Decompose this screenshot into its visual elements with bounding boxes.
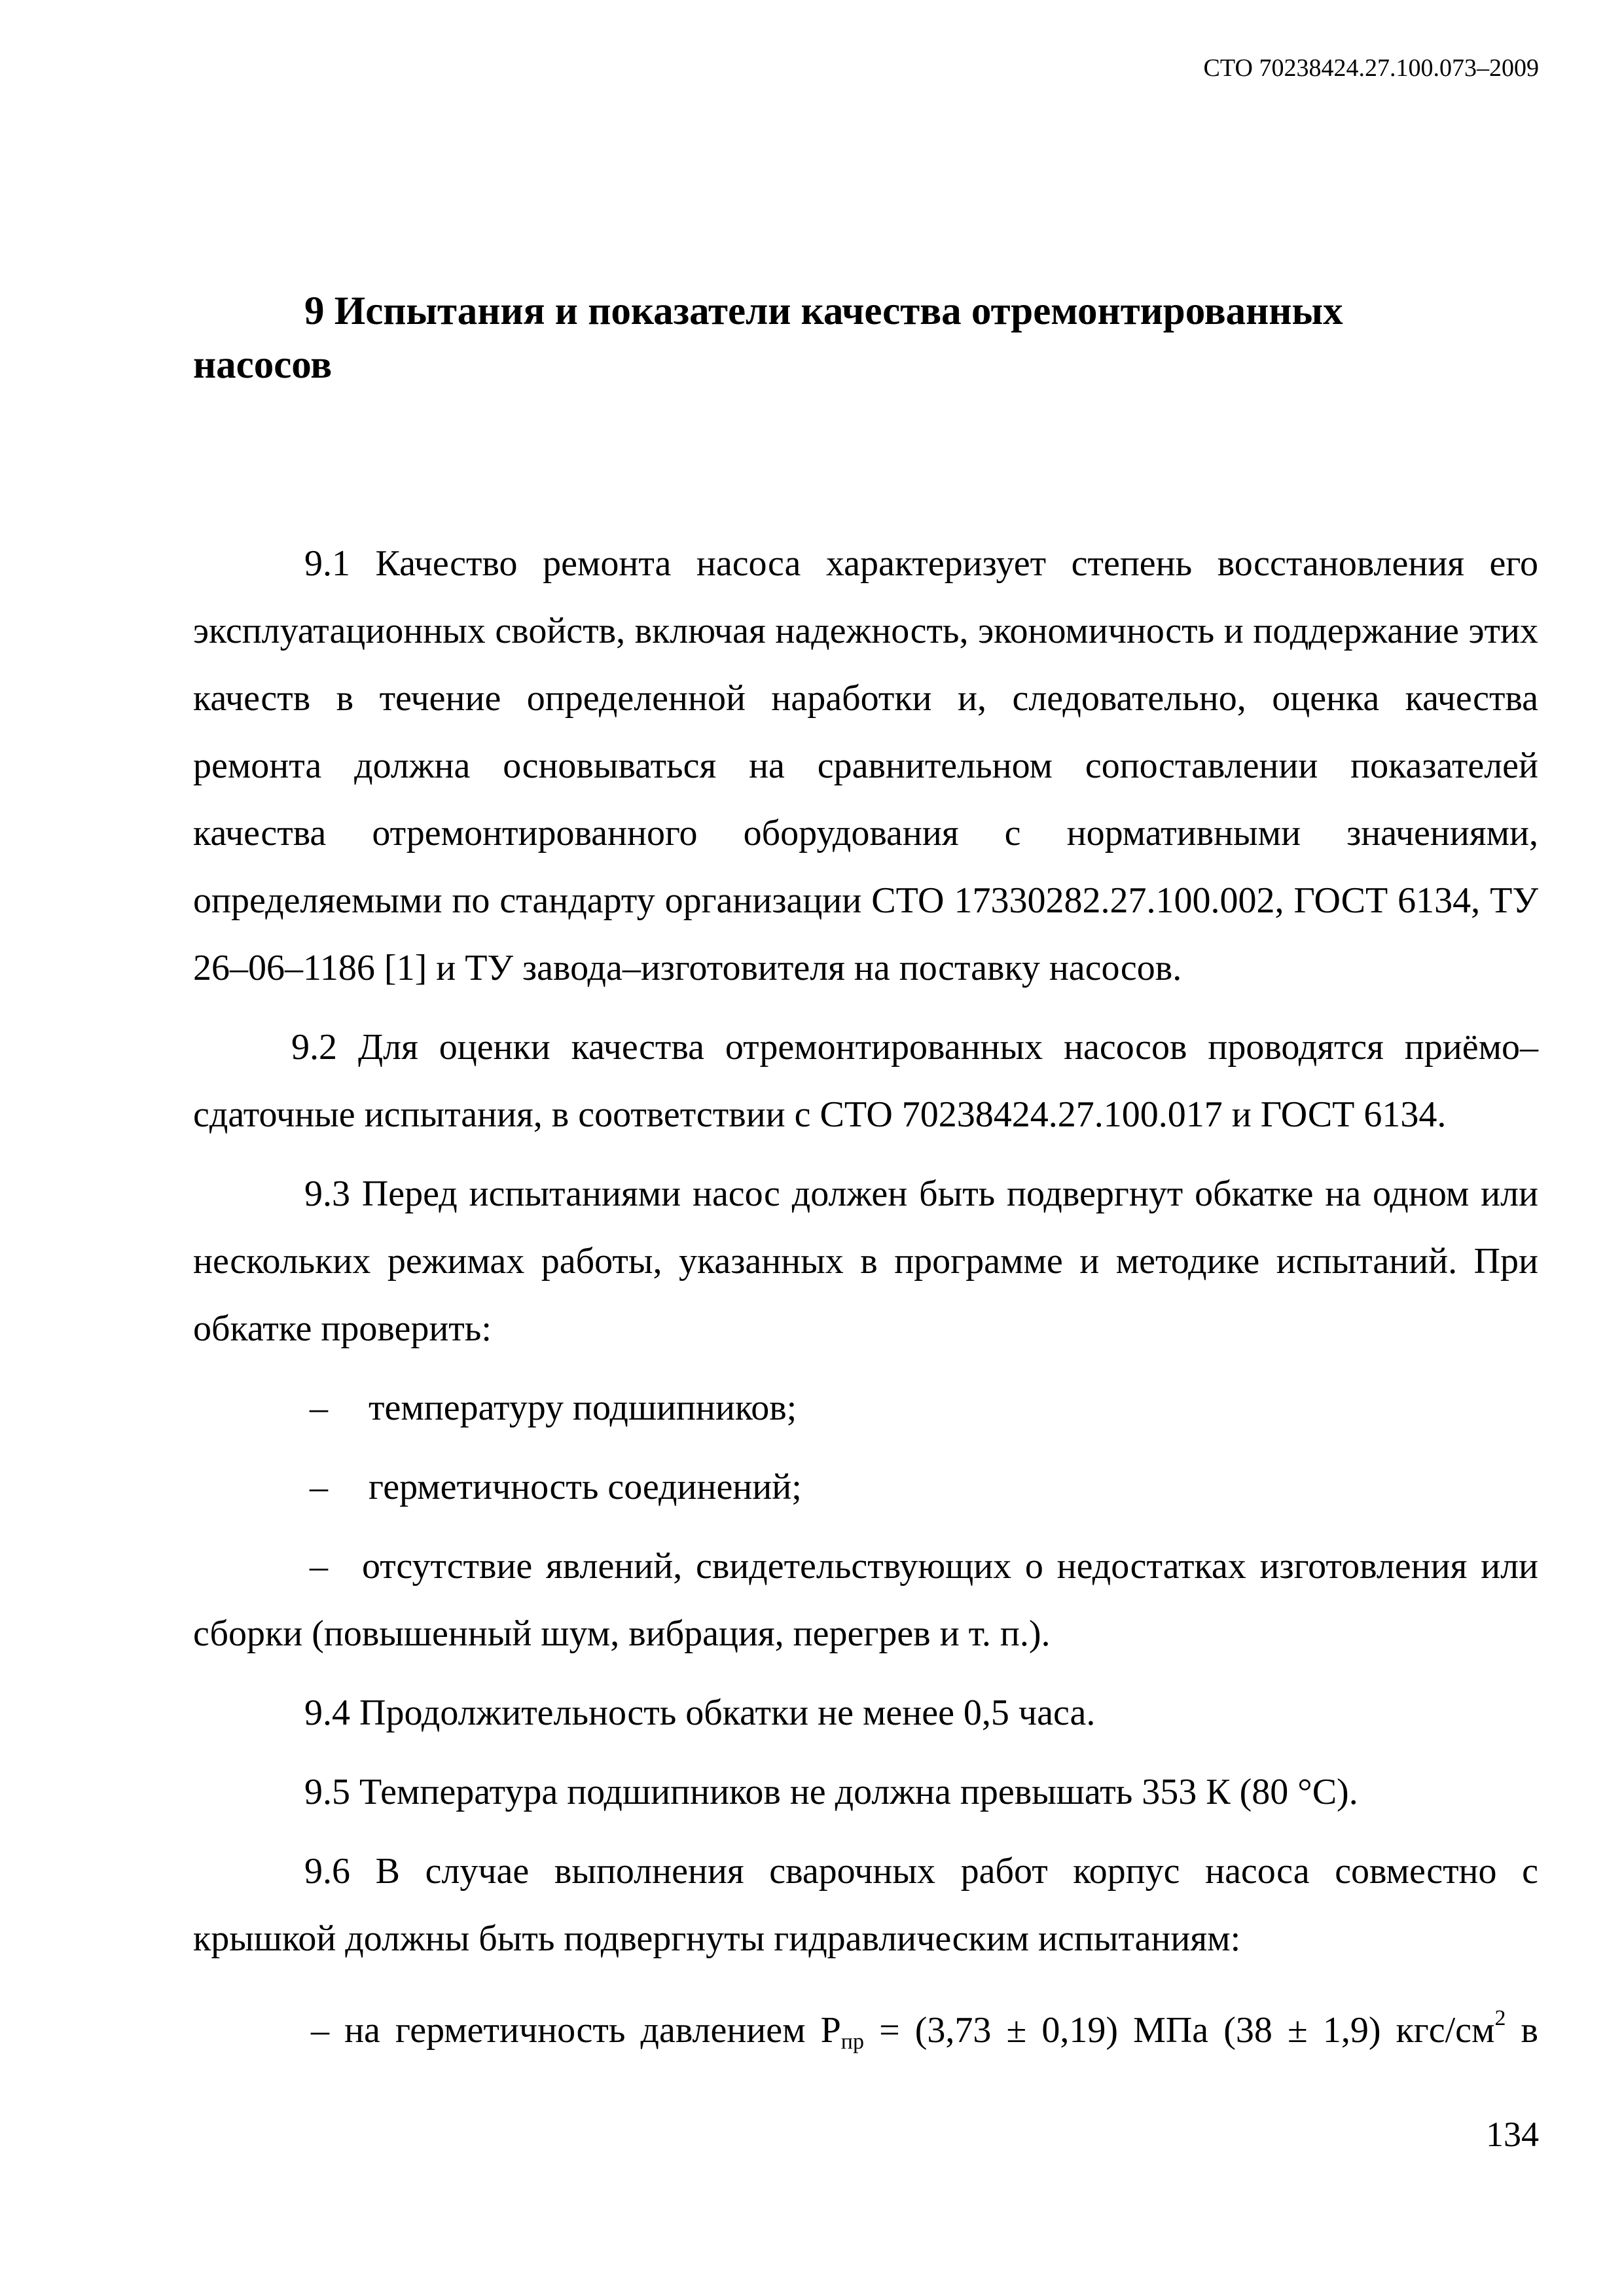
pressure-value: = (3,73 ± 0,19) МПа (38 ± 1,9) кгс/см [864,2010,1495,2051]
pressure-test-line [193,1984,1538,2075]
paragraph-9-5: 9.5 Температура подшипников не должна превышать 353 К (80 °С). [304,1772,1358,1812]
list-item [193,1454,1538,1521]
paragraph-9-2: 9.2 Для оценки качества отремонтированных насосов проводятся приёмо–сдаточные испытания, в соответствии с СТО 70238424.27.100.017 и ГОСТ 6134. [193,1027,1538,1135]
list-dash: – [310,1388,328,1428]
paragraph-9-3: 9.3 Перед испытаниями насос должен быть подвергнут обкатке на одном или нескольких режимах работы, указанных в программе и методике испытаний. При обкатке проверить: [193,1174,1538,1349]
section-body [193,530,1538,2075]
paragraph-9-4: 9.4 Продолжительность обкатки не менее 0,5 часа. [304,1693,1096,1733]
list-item [193,1533,1538,1668]
pressure-subscript: пр [840,2030,864,2054]
page-number: 134 [1486,2115,1539,2154]
list-item-text: герметичность соединений; [369,1467,802,1507]
paragraph-9-6: 9.6 В случае выполнения сварочных работ корпус насоса совместно с крышкой должны быть подвергнуты гидравлическим испытаниям: [193,1851,1538,1959]
list-item [193,1374,1538,1442]
unit-superscript: 2 [1494,2006,1506,2030]
list-dash: – [310,1467,328,1507]
pressure-suffix: в [1506,2010,1538,2051]
list-item-text: температуру подшипников; [369,1388,797,1428]
list-dash: – [310,1546,328,1587]
standard-code-header: СТО 70238424.27.100.073–2009 [1203,54,1539,82]
section-title-line-2: насосов [193,343,333,387]
section-title-line-1: 9 Испытания и показатели качества отремонтированных [304,289,1343,333]
list-item-text: отсутствие явлений, свидетельствующих о недостатках изготовления или сборки (повышенный шум, вибрация, перегрев и т. п.). [193,1546,1538,1654]
paragraph-9-1: 9.1 Качество ремонта насоса характеризует степень восстановления его эксплуатационных свойств, включая надежность, экономичность и поддержание этих качеств в течение определенной наработки и, следовательно, оценка качества ремонта должна основываться на сравнительном сопоставлении показателей качества отремонтированного оборудования с нормативными значениями, определяемыми по стандарту организации СТО 17330282.27.100.002, ГОСТ 6134, ТУ 26–06–1186 [1] и ТУ завода–изготовителя на поставку насосов. [193,543,1538,988]
section-title [193,285,1489,392]
pressure-prefix: – на герметичность давлением Р [311,2010,841,2051]
